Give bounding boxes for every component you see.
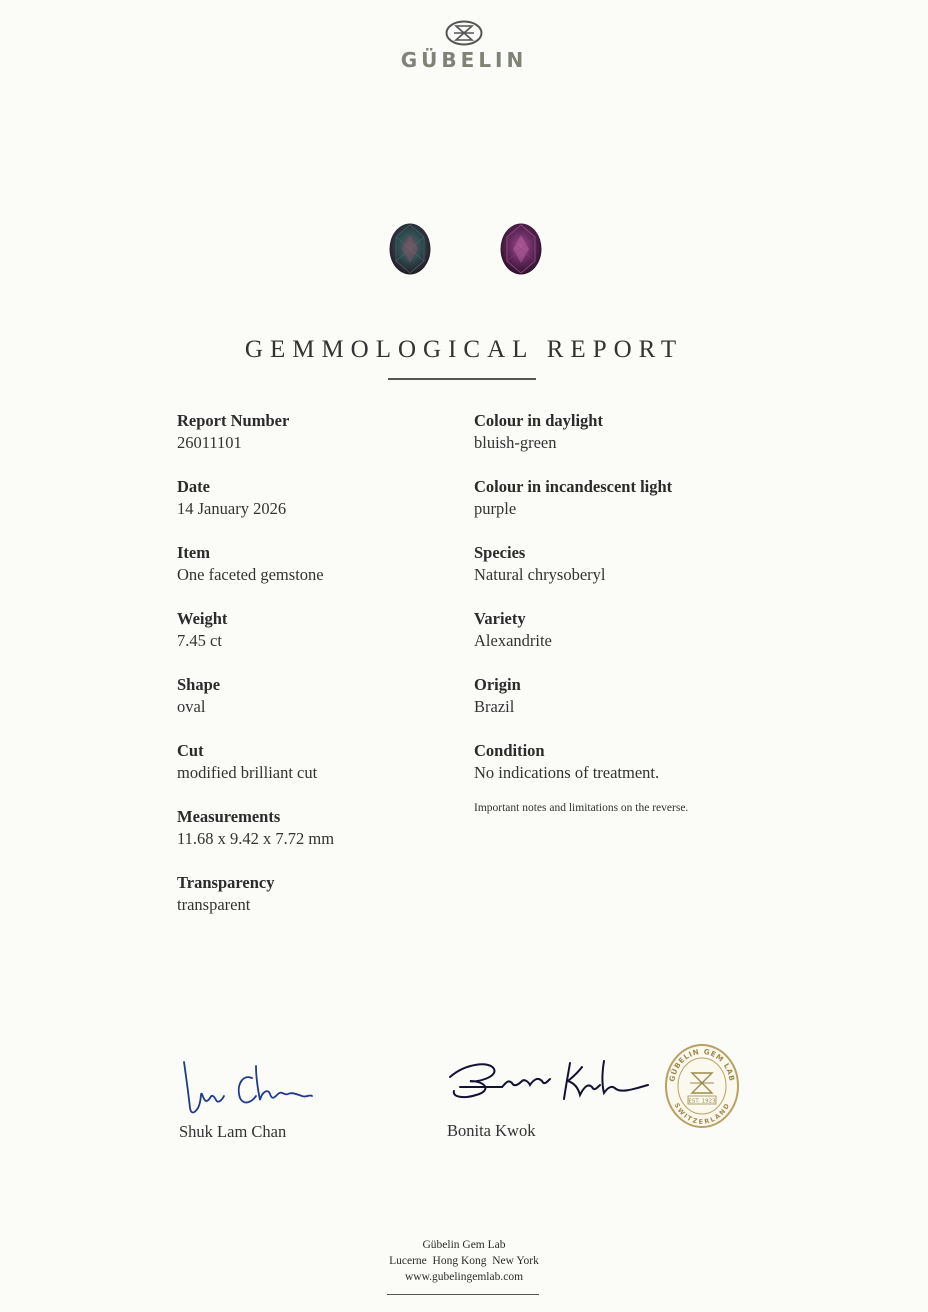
field-value: oval xyxy=(177,697,206,716)
hourglass-emblem-icon xyxy=(445,20,483,46)
field-transparency xyxy=(177,872,334,916)
field-value: 7.45 ct xyxy=(177,631,222,650)
brand-header xyxy=(0,20,928,72)
right-field-column xyxy=(474,410,688,814)
field-value: No indications of treatment. xyxy=(474,763,660,782)
lab-footer xyxy=(0,1237,928,1285)
field-label: Date xyxy=(177,477,210,496)
seal-top-text: GÜBELIN GEM LAB xyxy=(667,1046,737,1083)
gemstone-daylight-image xyxy=(388,222,432,276)
signature-shuk-lam-chan xyxy=(178,1058,313,1118)
field-value: purple xyxy=(474,499,517,518)
signature-bonita-kwok xyxy=(446,1057,651,1105)
field-label: Variety xyxy=(474,609,526,628)
field-value: Natural chrysoberyl xyxy=(474,565,606,584)
gem-lab-seal-icon xyxy=(664,1043,740,1129)
field-value: 14 January 2026 xyxy=(177,499,287,518)
field-label: Colour in incandescent light xyxy=(474,477,673,496)
field-item xyxy=(177,542,334,586)
field-label: Transparency xyxy=(177,873,275,892)
footer-divider xyxy=(387,1294,539,1295)
signatory-name: Shuk Lam Chan xyxy=(179,1122,287,1141)
field-value: bluish-green xyxy=(474,433,557,452)
field-value: Alexandrite xyxy=(474,631,552,650)
field-label: Shape xyxy=(177,675,221,694)
field-label: Origin xyxy=(474,675,521,694)
report-title: GEMMOLOGICAL REPORT xyxy=(244,336,684,363)
seal-established-text: EST. 1923 xyxy=(688,1098,716,1105)
field-weight xyxy=(177,608,334,652)
gemstone-incandescent-image xyxy=(499,222,543,276)
footer-lab-name: Gübelin Gem Lab xyxy=(422,1239,506,1251)
field-colour-incandescent xyxy=(474,476,688,520)
field-label: Colour in daylight xyxy=(474,411,603,430)
reverse-notes-text: Important notes and limitations on the reverse. xyxy=(474,802,689,814)
field-colour-daylight xyxy=(474,410,688,454)
field-label: Item xyxy=(177,543,210,562)
field-value: One faceted gemstone xyxy=(177,565,324,584)
footer-website: www.gubelingemlab.com xyxy=(404,1271,524,1283)
seal-bottom-text: SWITZERLAND xyxy=(672,1101,732,1126)
field-label: Species xyxy=(474,543,526,562)
footer-cities: Lucerne Hong Kong New York xyxy=(389,1255,539,1267)
field-cut xyxy=(177,740,334,784)
field-label: Condition xyxy=(474,741,545,760)
field-label: Cut xyxy=(177,741,204,760)
field-variety xyxy=(474,608,688,652)
field-value: modified brilliant cut xyxy=(177,763,318,782)
field-label: Report Number xyxy=(177,411,290,430)
signatory-name: Bonita Kwok xyxy=(447,1121,536,1140)
field-measurements xyxy=(177,806,334,850)
field-date xyxy=(177,476,334,520)
field-label: Weight xyxy=(177,609,228,628)
left-field-column xyxy=(177,410,334,938)
field-shape xyxy=(177,674,334,718)
field-value: 11.68 x 9.42 x 7.72 mm xyxy=(177,829,335,848)
brand-name: GÜBELIN xyxy=(400,48,528,72)
field-condition xyxy=(474,740,688,784)
field-origin xyxy=(474,674,688,718)
field-value: 26011101 xyxy=(177,433,242,452)
title-divider xyxy=(388,378,536,380)
field-value: transparent xyxy=(177,895,251,914)
field-value: Brazil xyxy=(474,697,515,716)
field-report-number xyxy=(177,410,334,454)
field-label: Measurements xyxy=(177,807,281,826)
field-species xyxy=(474,542,688,586)
